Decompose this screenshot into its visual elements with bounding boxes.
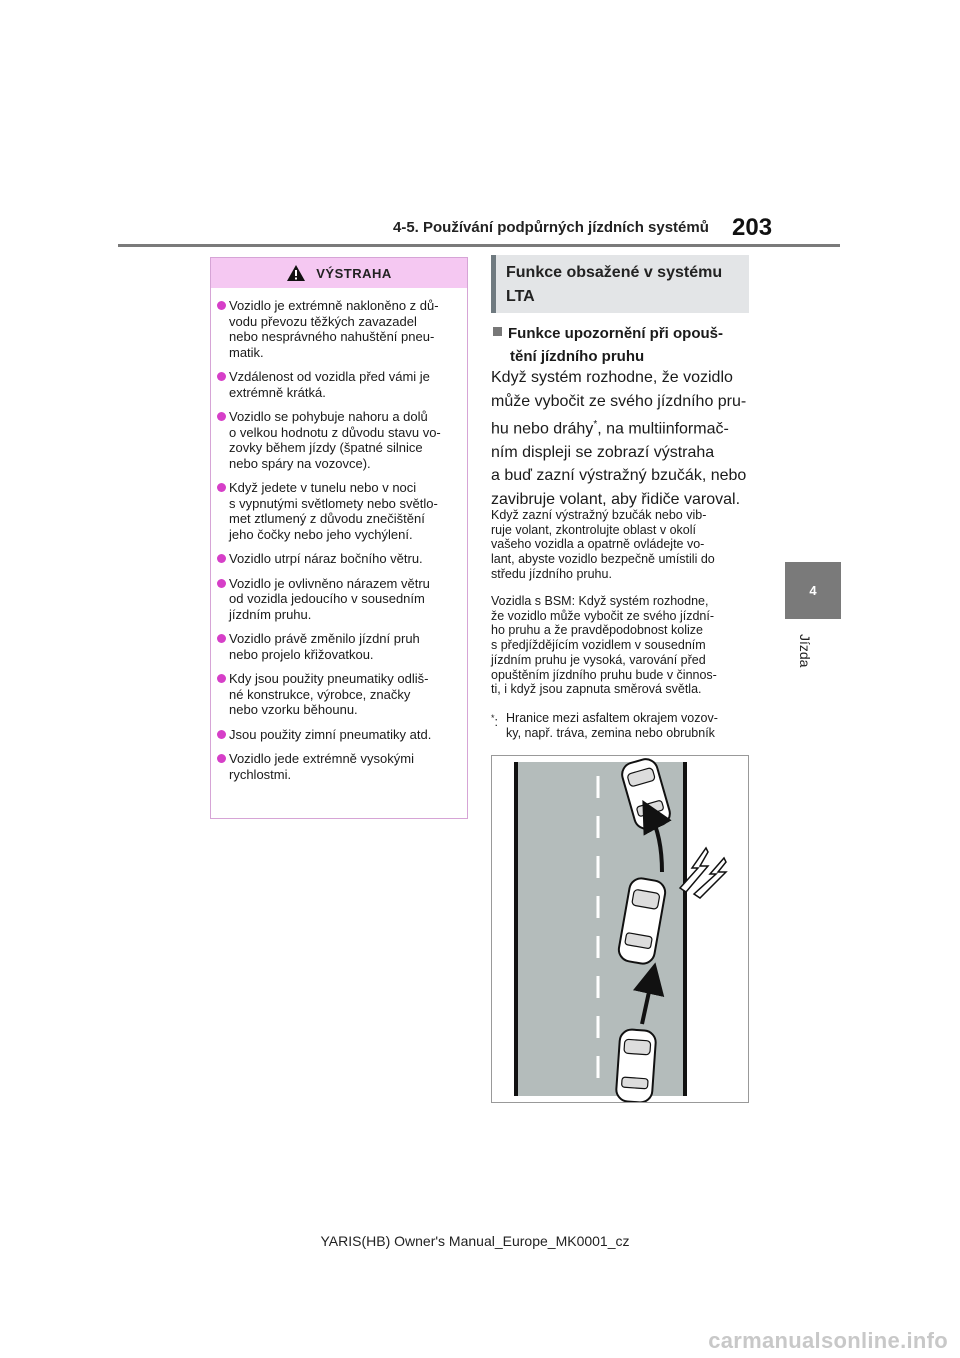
footnote-asterisk: * <box>491 713 495 723</box>
bullet-icon <box>217 754 226 763</box>
warning-item-text: Vozidlo jede extrémně vysokými rychlostmi. <box>229 751 414 782</box>
chapter-title-tab <box>785 634 841 694</box>
warning-item <box>217 631 453 662</box>
paragraph-2: Když zazní výstražný bzučák nebo vib- ruje volant, zkontrolujte oblast v okolí vašeho vozidla a opatrně ovládejte vo- lant, abyste vozidlo bezpečně umístili do středu jízdního pruhu. <box>491 508 715 581</box>
main-paragraph <box>491 366 753 511</box>
bullet-icon <box>217 554 226 563</box>
lane-departure-illustration <box>491 755 749 1103</box>
section-heading <box>491 255 749 313</box>
main-text-after: , na multiinformač- ním displeji se zobrazí výstraha a buď zazní výstražný bzučák, nebo zavibruje volant, aby řidiče varoval. <box>491 420 747 508</box>
subsection-title-line2: tění jízdního pruhu <box>510 348 645 365</box>
warning-item <box>217 551 453 567</box>
warning-header <box>211 258 467 288</box>
subsection-title-line1: Funkce upozornění při opouš- <box>508 325 723 342</box>
main-text-before: Když systém rozhodne, že vozidlo může vybočit ze svého jízdního pru- hu nebo dráhy <box>491 369 747 438</box>
subsection-heading <box>493 322 751 368</box>
page-number: 203 <box>732 214 773 241</box>
warning-item-text: Jsou použity zimní pneumatiky atd. <box>229 726 432 742</box>
chapter-number-tab <box>785 562 841 619</box>
warning-item <box>217 671 453 718</box>
warning-item <box>217 369 453 400</box>
warning-item-text: Vozidlo utrpí náraz bočního větru. <box>229 551 423 566</box>
footnote <box>491 711 753 740</box>
section-title-line1: Funkce obsažené v systému <box>506 264 723 281</box>
footer <box>0 1233 960 1249</box>
warning-box <box>210 257 468 819</box>
warning-title: VÝSTRAHA <box>316 265 392 281</box>
warning-item <box>217 480 453 542</box>
warning-item-text: Kdy jsou použity pneumatiky odliš- né konstrukce, výrobce, značky nebo vzorku běhounu. <box>229 671 429 717</box>
section-title-line2: LTA <box>506 288 535 305</box>
warning-item <box>217 409 453 471</box>
warning-item-text: Vozidlo právě změnilo jízdní pruh nebo projelo křižovatkou. <box>229 631 420 662</box>
section-title: 4-5. Používání podpůrných jízdních systémů <box>393 219 709 236</box>
bullet-icon <box>217 730 226 739</box>
footnote-marker: * <box>593 419 598 430</box>
watermark: carmanualsonline.info <box>708 1328 948 1353</box>
warning-item-text: Vozidlo se pohybuje nahoru a dolů o velkou hodnotu z důvodu stavu vo- zovky během jízdy (špatné silnice nebo spáry na vozovce). <box>229 409 441 471</box>
warning-triangle-icon <box>286 264 306 282</box>
warning-item <box>217 727 453 743</box>
bullet-icon <box>217 372 226 381</box>
warning-item-text: Vozidlo je extrémně nakloněno z dů- vodu převozu těžkých zavazadel nebo nesprávného nahuštění pneu- matik. <box>229 298 439 360</box>
footnote-colon: : <box>494 715 498 730</box>
warning-item <box>217 751 453 782</box>
bullet-icon <box>217 674 226 683</box>
warning-item-text: Vzdálenost od vozidla před vámi je extrémně krátká. <box>229 369 430 400</box>
chapter-number: 4 <box>809 583 817 598</box>
warning-list <box>211 288 467 782</box>
bullet-icon <box>217 301 226 310</box>
bullet-icon <box>217 483 226 492</box>
footer-text: YARIS(HB) Owner's Manual_Europe_MK0001_cz <box>320 1233 630 1249</box>
warning-item <box>217 298 453 360</box>
warning-item <box>217 576 453 623</box>
warning-item-text: Když jedete v tunelu nebo v noci s vypnutými světlomety nebo světlo- met ztlumený z důvodu znečištění jeho čočky nebo jeho vychýlení. <box>229 480 438 542</box>
paragraph-3: Vozidla s BSM: Když systém rozhodne, že vozidlo může vybočit ze svého jízdní- ho pruhu a že pravděpodobnost kolize s předjíždějícím vozidlem v sousedním jízdním pruhu je vysoká, varování před opuštěním jízdního pruhu bude v činnos- ti, i když jsou zapnuta směrová světla. <box>491 594 717 697</box>
warning-item-text: Vozidlo je ovlivněno nárazem větru od vozidla jedoucího v sousedním jízdním pruhu. <box>229 575 430 622</box>
footnote-label <box>491 711 498 730</box>
footnote-text: Hranice mezi asfaltem okrajem vozov- ky, např. tráva, zemina nebo obrubník <box>506 711 718 740</box>
chapter-title: Jízda <box>797 634 813 668</box>
bullet-icon <box>217 412 226 421</box>
header-divider <box>118 244 840 247</box>
bullet-icon <box>217 634 226 643</box>
car-bottom <box>616 1029 657 1102</box>
square-bullet-icon <box>493 327 502 336</box>
bullet-icon <box>217 579 226 588</box>
lane-departure-diagram <box>492 756 748 1102</box>
